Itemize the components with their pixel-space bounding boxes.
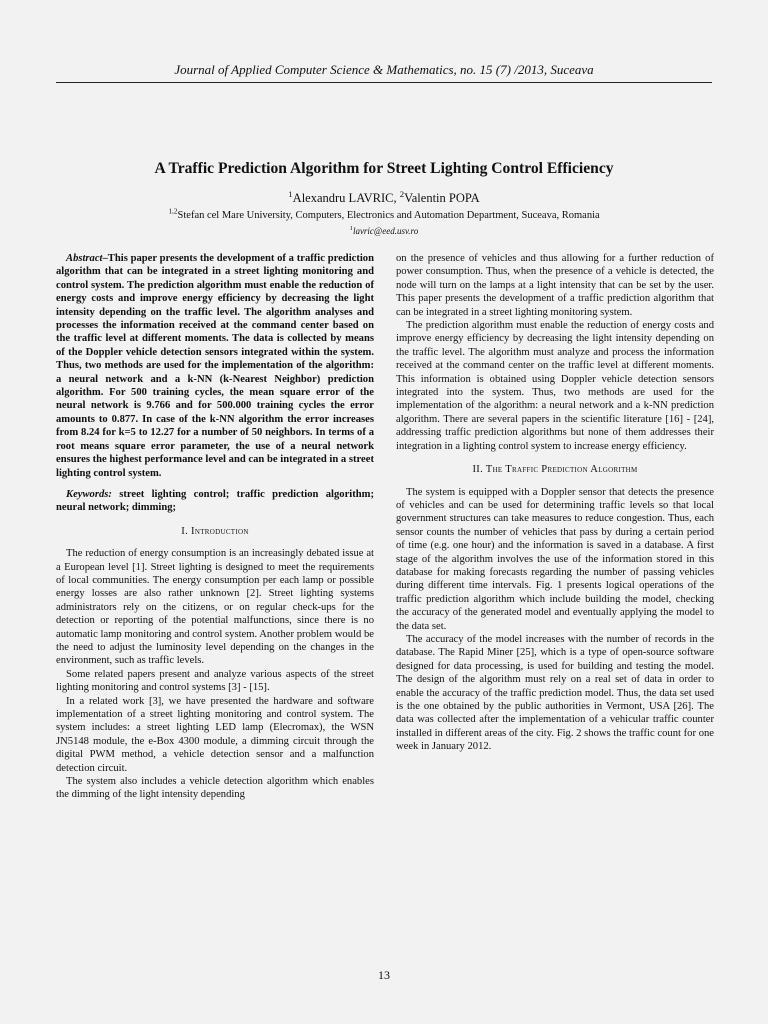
- intro-paragraph-1: The reduction of energy consumption is an increasingly debated issue at a European level [1]. Street lighting is designed to meet the requirements of local communities. The energy consumption per each lamp or possible energy losses are also rather unknown [2]. Street lighting systems administrators rely on the citizens, or on regular check-ups for the detection or reporting of the potential malfunctions, since there is no automatic lamp monitoring and control system. Another problem would be the need to adjust the luminosity level depending on the changes in the environment, such as traffic levels.: [56, 548, 374, 667]
- author-email: [40, 226, 728, 236]
- section-heading-introduction: I. Introduction: [181, 525, 249, 537]
- algorithm-paragraph-1: The system is equipped with a Doppler sensor that detects the presence of vehicles and can be used for determining traffic levels so that local government structures can take measures to reduce congestion. Thus, each sensor counts the number of vehicles that pass by during a certain period of time (e.g. one hour) and the information is saved in a database. A first stage of the algorithm involves the use of the information stored in this database for making forecasts regarding the number of passing vehicles during different time intervals. Fig. 1 presents logical operations of the traffic prediction algorithm which include building the model, checking the accuracy of the generated model and eventually applying the model to the data set.: [396, 486, 714, 632]
- author-list: [40, 188, 728, 206]
- abstract-lead: Abstract: [66, 253, 103, 264]
- intro-paragraph-continued: on the presence of vehicles and thus allowing for a further reduction of power consumption. Thus, when the presence of a vehicle is detected, the node will turn on the lamps at a light intensity that can be set by the user. This paper presents the development of a traffic prediction algorithm that can be integrated in a street lighting monitoring system.: [396, 253, 714, 318]
- keywords: [56, 488, 374, 515]
- page-number: 13: [378, 968, 390, 982]
- affiliation: [40, 206, 728, 221]
- algorithm-paragraph-2: The accuracy of the model increases with the number of records in the database. The Rapid Miner [25], which is a type of open-source software designed for data processing, is used for building and testing the model. The design of the algorithm must rely on a real set of data in order to enable the accuracy of the traffic prediction model. Thus, the data set used is the one obtained by the public authorities in Vermont, USA [26]. The data was collected after the implementation of a vehicular traffic counter installed in different areas of the city. Fig. 2 shows the traffic count for one week in January 2012.: [396, 633, 714, 753]
- affiliation-text: Stefan cel Mare University, Computers, Electronics and Automation Department, Suceava, Romania: [177, 210, 600, 221]
- email-superscript: 1: [349, 225, 353, 232]
- affiliation-superscript: 1,2: [168, 206, 178, 216]
- paper-title: A Traffic Prediction Algorithm for Street Lighting Control Efficiency: [154, 160, 614, 177]
- journal-header: Journal of Applied Computer Science & Mathematics, no. 15 (7) /2013, Suceava: [56, 62, 712, 83]
- section-heading-algorithm: II. The Traffic Prediction Algorithm: [472, 464, 638, 476]
- email-address: lavric@eed.usv.ro: [352, 226, 419, 236]
- keywords-text: street lighting control; traffic prediction algorithm; neural network; dimming;: [56, 488, 374, 514]
- keywords-lead: Keywords:: [66, 488, 112, 500]
- author-1-superscript: 1: [288, 188, 293, 199]
- intro-paragraph-3: In a related work [3], we have presented the hardware and software implementation of a street lighting monitoring and control system. The system includes: a street lighting LED lamp (Elecromax), the WSN JN5148 module, the e-Box 4300 module, a dimming circuit through the digital PWM method, a vehicle detection sensor and a malfunction detection circuit.: [56, 695, 374, 774]
- author-2-name: Valentin POPA: [404, 191, 480, 205]
- right-column: [396, 252, 714, 754]
- author-1-name: Alexandru LAVRIC,: [292, 191, 400, 205]
- abstract: [56, 252, 374, 480]
- intro-paragraph-4: The system also includes a vehicle detection algorithm which enables the dimming of the light intensity depending: [56, 776, 374, 801]
- author-2-superscript: 2: [399, 188, 405, 199]
- left-column: [56, 252, 374, 802]
- intro-paragraph-2: Some related papers present and analyze various aspects of the street lighting monitoring and control systems [3] - [15].: [56, 668, 374, 694]
- intro-paragraph-5: The prediction algorithm must enable the reduction of energy costs and improve energy efficiency by decreasing the light intensity depending on the traffic level. The algorithm must analyze and process the information received at the command center on the traffic level at different moments. This information is obtained using Doppler vehicle detection sensors integrated into the system. Thus, two methods are used for the implementation of the algorithm: a neural network and a k-NN prediction algorithm. There are several papers in the scientific literature [16] - [24], addressing traffic prediction algorithms but none of them addresses their integration in a lighting control system to increase energy efficiency.: [396, 320, 714, 452]
- abstract-text: –This paper presents the development of a traffic prediction algorithm that can be integrated in a street lighting monitoring and control system. The prediction algorithm must enable the reduction of energy costs and improve energy efficiency by decreasing the light intensity depending on the traffic level. The algorithm analyses and processes the information received at the command center based on the traffic level at different moments. The data is collected by means of the Doppler vehicle detection sensors integrated within the system. Thus, two methods are used for the implementation of the algorithm: a neural network and a k-NN (k-Nearest Neighbor) prediction algorithm. For 500 training cycles, the mean square error of the neural network is 9.766 and for 500.000 training cycles the error amounts to 0.877. In case of the k-NN algorithm the error increases from 8.24 for k=5 to 12.27 for a number of 50 neighbors. In terms of a root means square error parameter, the use of a neural network ensures the highest performance level and can be integrated in a street lighting control system.: [56, 253, 374, 479]
